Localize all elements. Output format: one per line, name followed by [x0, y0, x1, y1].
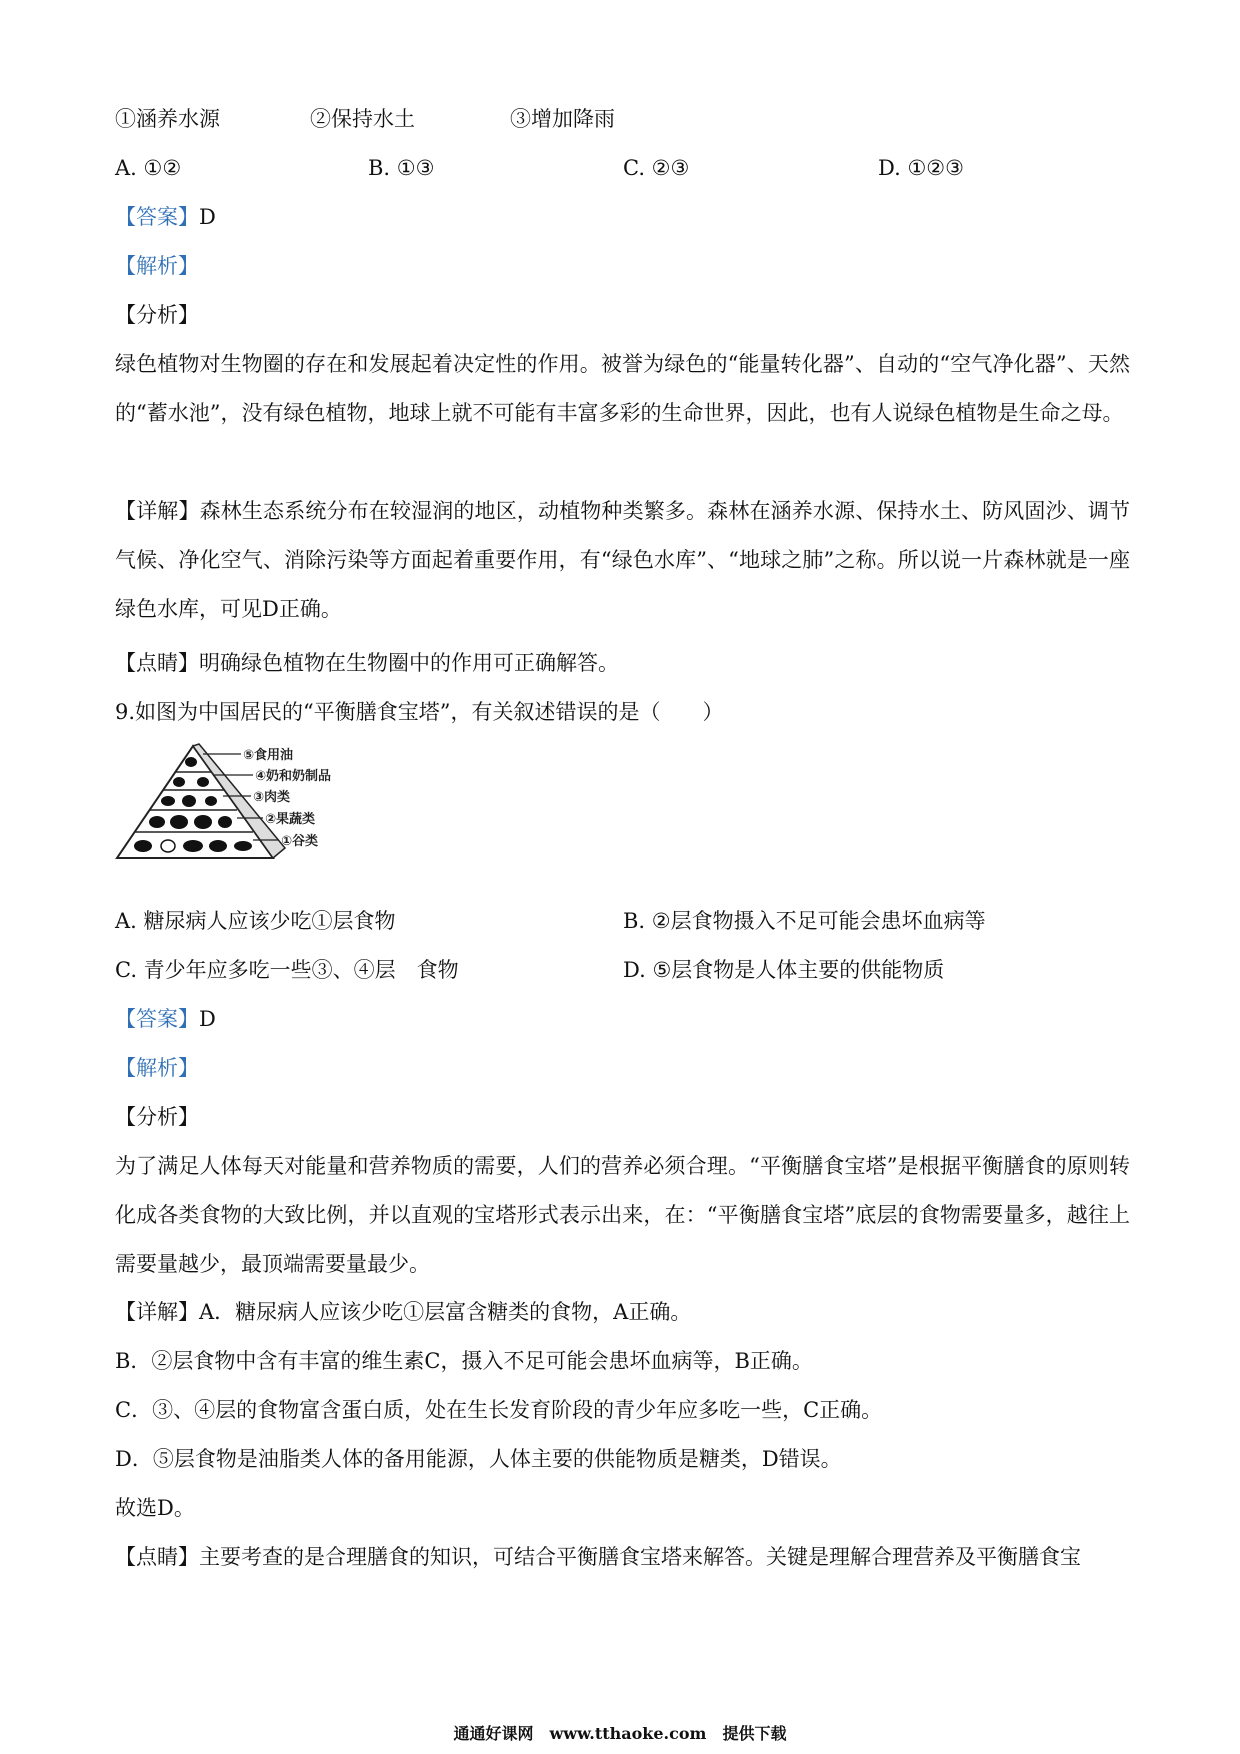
q9-fenxi-tag: 【分析】 [115, 1105, 199, 1129]
q9-question: 9.如图为中国居民的“平衡膳食宝塔”，有关叙述错误的是（ ） [115, 700, 724, 724]
q8-option-b: B. ①③ [368, 156, 435, 180]
q8-option-c: C. ②③ [623, 156, 690, 180]
q9-dianjing [115, 1542, 1081, 1572]
q8-jiexi-tag: 【解析】 [115, 254, 199, 278]
pyramid-label-2: ②果蔬类 [265, 812, 316, 827]
q9-option-b: B. ②层食物摄入不足可能会患坏血病等 [623, 909, 986, 933]
q8-xiangjie [115, 487, 1130, 634]
q9-xiangjie-c: C．③、④层的食物富含蛋白质，处在生长发育阶段的青少年应多吃一些，C正确。 [115, 1398, 883, 1422]
xiangjie-tag: 【详解】 [115, 499, 200, 523]
q8-answer [115, 202, 216, 232]
q9-xiangjie-b: B．②层食物中含有丰富的维生素C，摄入不足可能会患坏血病等，B正确。 [115, 1349, 813, 1373]
pyramid-label-1: ①谷类 [281, 834, 319, 849]
q9-option-d: D. ⑤层食物是人体主要的供能物质 [623, 958, 945, 982]
q9-xiangjie-a [115, 1297, 691, 1327]
answer-tag: 【答案】 [115, 205, 199, 229]
q8-item-1: ①涵养水源 [115, 107, 220, 131]
answer-value: D [199, 205, 216, 229]
q9-xiangjie-d: D．⑤层食物是油脂类人体的备用能源，人体主要的供能物质是糖类，D错误。 [115, 1447, 842, 1471]
page-footer: 通通好课网 www.tthaoke.com 提供下载 [453, 1724, 787, 1743]
q9-option-c: C. 青少年应多吃一些③、④层 食物 [115, 958, 459, 982]
dianjing-tag: 【点睛】 [115, 651, 199, 675]
q8-dianjing [115, 648, 619, 678]
q9-jiexi-tag: 【解析】 [115, 1056, 199, 1080]
q9-option-a: A. 糖尿病人应该少吃①层食物 [115, 909, 396, 933]
xiangjie-text: 森林生态系统分布在较湿润的地区，动植物种类繁多。森林在涵养水源、保持水土、防风固沙、调节气候、净化空气、消除污染等方面起着重要作用，有“绿色水库”、“地球之肺”之称。所以说一片森林就是一座绿色水库，可见D正确。 [115, 499, 1131, 621]
q8-item-2: ②保持水土 [310, 107, 415, 131]
q8-option-a: A. ①② [115, 156, 182, 180]
food-pyramid-figure [113, 740, 373, 875]
q9-fenxi-text: 为了满足人体每天对能量和营养物质的需要，人们的营养必须合理。“平衡膳食宝塔”是根据平衡膳食的原则转化成各类食物的大致比例，并以直观的宝塔形式表示出来，在：“平衡膳食宝塔”底层的食物需要量多，越往上需要量越少，最顶端需要量最少。 [115, 1154, 1130, 1276]
dianjing-text: 明确绿色植物在生物圈中的作用可正确解答。 [199, 651, 619, 675]
answer-value: D [199, 1007, 216, 1031]
dianjing-text: 主要考查的是合理膳食的知识，可结合平衡膳食宝塔来解答。关键是理解合理营养及平衡膳食宝 [199, 1545, 1081, 1569]
q8-fenxi-text: 绿色植物对生物圈的存在和发展起着决定性的作用。被誉为绿色的“能量转化器”、自动的“空气净化器”、天然的“蓄水池”，没有绿色植物，地球上就不可能有丰富多彩的生命世界，因此，也有人说绿色植物是生命之母。 [115, 352, 1130, 425]
xiangjie-tag: 【详解】 [115, 1300, 199, 1324]
q8-item-3: ③增加降雨 [510, 107, 615, 131]
dianjing-tag: 【点睛】 [115, 1545, 199, 1569]
q9-conclusion: 故选D。 [115, 1496, 195, 1520]
pyramid-label-3: ③肉类 [253, 790, 291, 805]
q9-answer [115, 1004, 216, 1034]
q8-option-d: D. ①②③ [878, 156, 964, 180]
pyramid-label-5: ⑤食用油 [243, 748, 294, 763]
xiangjie-a-text: A．糖尿病人应该少吃①层富含糖类的食物，A正确。 [199, 1300, 692, 1324]
answer-tag: 【答案】 [115, 1007, 199, 1031]
q8-fenxi-tag: 【分析】 [115, 303, 199, 327]
pyramid-label-4: ④奶和奶制品 [255, 769, 332, 784]
